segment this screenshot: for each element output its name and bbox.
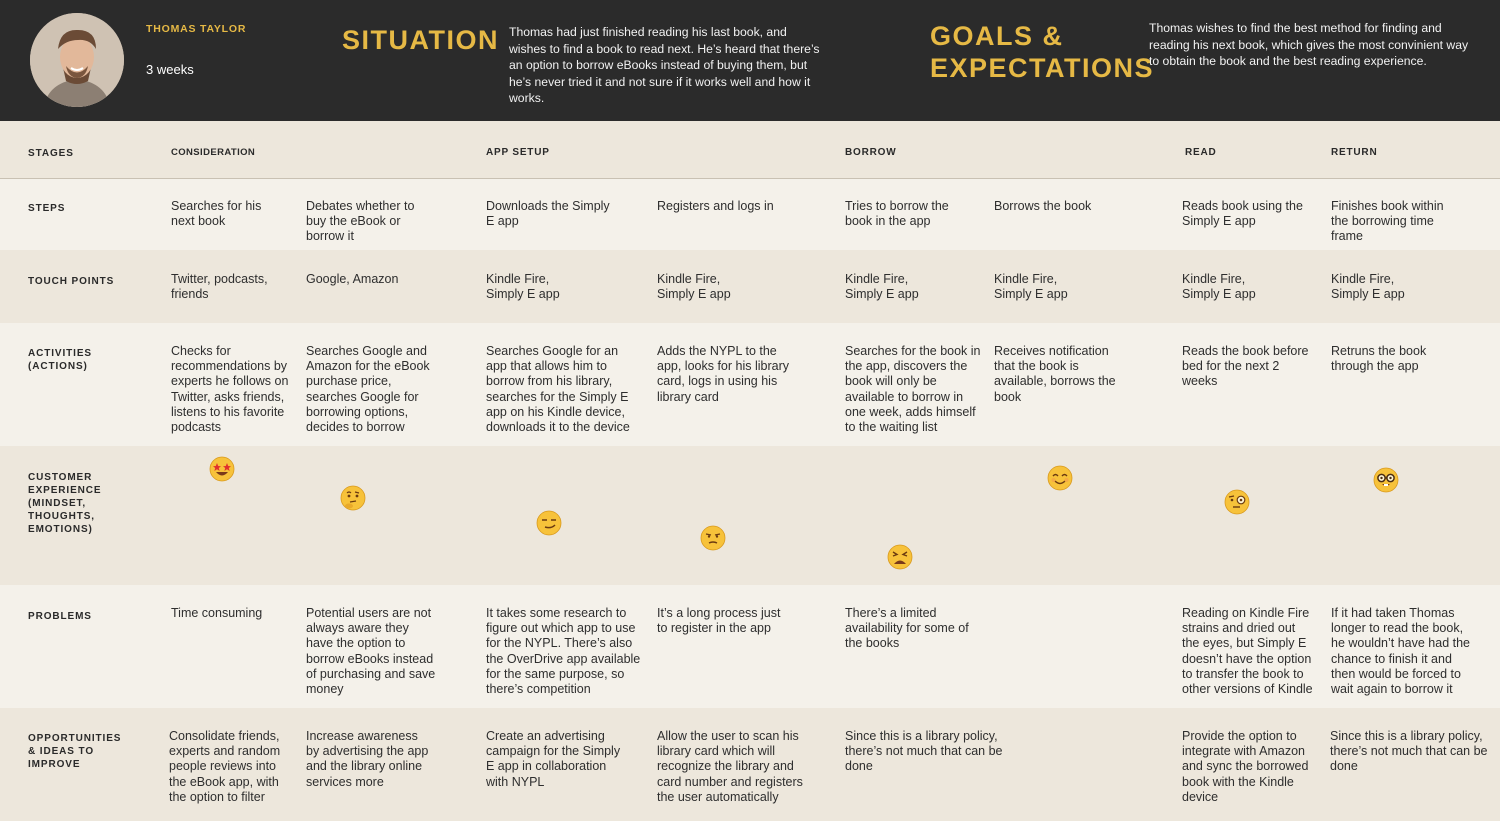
row-label-stages: STAGES bbox=[28, 148, 74, 159]
opportunity-cell: Since this is a library policy, there’s not much that can be done bbox=[845, 729, 1003, 774]
monocle-emoji-icon bbox=[1224, 489, 1250, 515]
row-label-steps: STEPS bbox=[28, 203, 66, 214]
opportunity-cell: Provide the option to integrate with Amazon and sync the borrowed book with the Kindle device bbox=[1182, 729, 1309, 804]
star-struck-emoji-icon bbox=[209, 456, 235, 482]
unamused-emoji-icon bbox=[700, 525, 726, 551]
step-cell: Tries to borrow the book in the app bbox=[845, 199, 949, 229]
step-cell: Reads book using the Simply E app bbox=[1182, 199, 1303, 229]
problem-cell: Reading on Kindle Fire strains and dried out the eyes, but Simply E doesn’t have the option to transfer the book to other versions of Kindle bbox=[1182, 606, 1313, 697]
row-label-problems: PROBLEMS bbox=[28, 611, 92, 622]
problem-cell: It’s a long process just to register in the app bbox=[657, 606, 781, 636]
problem-cell: There’s a limited availability for some of the books bbox=[845, 606, 969, 651]
step-cell: Finishes book within the borrowing time frame bbox=[1331, 199, 1444, 244]
step-cell: Debates whether to buy the eBook or borrow it bbox=[306, 199, 415, 244]
situation-title: SITUATION bbox=[342, 25, 499, 55]
step-cell: Downloads the Simply E app bbox=[486, 199, 610, 229]
touchpoint-cell: Kindle Fire, Simply E app bbox=[486, 272, 560, 302]
tired-emoji-icon bbox=[887, 544, 913, 570]
touchpoint-cell: Kindle Fire, Simply E app bbox=[845, 272, 919, 302]
activity-cell: Receives notification that the book is available, borrows the book bbox=[994, 344, 1116, 404]
goals-title: GOALS & EXPECTATIONS bbox=[930, 21, 1155, 83]
person-portrait-icon bbox=[30, 13, 124, 107]
activity-cell: Searches Google and Amazon for the eBook purchase price, searches Google for borrowing options, decides to borrow bbox=[306, 344, 430, 435]
problem-cell: It takes some research to figure out which app to use for the NYPL. There’s also the OverDrive app available for the same purpose, so there’s competition bbox=[486, 606, 641, 697]
activity-cell: Reads the book before bed for the next 2 weeks bbox=[1182, 344, 1309, 389]
problem-cell: Time consuming bbox=[171, 606, 263, 620]
activity-cell: Adds the NYPL to the app, looks for his library card, logs in using his library card bbox=[657, 344, 790, 404]
touchpoint-cell: Kindle Fire, Simply E app bbox=[1182, 272, 1256, 302]
touchpoint-cell: Kindle Fire, Simply E app bbox=[1331, 272, 1405, 302]
persona-name: THOMAS TAYLOR bbox=[146, 23, 247, 35]
row-label-opportunities: OPPORTUNITIES & IDEAS TO IMPROVE bbox=[28, 733, 122, 770]
step-cell: Registers and logs in bbox=[657, 199, 774, 213]
opportunity-cell: Allow the user to scan his library card which will recognize the library and card number and registers the user automatically bbox=[657, 729, 803, 804]
problem-cell: Potential users are not always aware they have the option to borrow eBooks instead of purchasing and save money bbox=[306, 606, 436, 697]
touchpoint-cell: Google, Amazon bbox=[306, 272, 399, 286]
touchpoint-cell: Kindle Fire, Simply E app bbox=[994, 272, 1068, 302]
opportunity-cell: Consolidate friends, experts and random people reviews into the eBook app, with the option to filter bbox=[169, 729, 281, 804]
activity-cell: Searches for the book in the app, discovers the book will only be available to borrow in one week, adds himself to the waiting list bbox=[845, 344, 981, 435]
row-label-touch-points: TOUCH POINTS bbox=[28, 276, 115, 287]
activity-cell: Searches Google for an app that allows him to borrow from his library, searches for the Simply E app on his Kindle device, downloads it to the device bbox=[486, 344, 630, 435]
opportunity-cell: Since this is a library policy, there’s not much that can be done bbox=[1330, 729, 1488, 774]
stage-consideration: CONSIDERATION bbox=[171, 147, 256, 158]
stage-read: READ bbox=[1185, 147, 1217, 158]
smirking-emoji-icon bbox=[536, 510, 562, 536]
smiling-emoji-icon bbox=[1047, 465, 1073, 491]
stage-borrow: BORROW bbox=[845, 147, 897, 158]
opportunity-cell: Create an advertising campaign for the Simply E app in collaboration with NYPL bbox=[486, 729, 621, 789]
opportunity-cell: Increase awareness by advertising the app and the library online services more bbox=[306, 729, 429, 789]
journey-header bbox=[0, 0, 1500, 121]
situation-text: Thomas had just finished reading his last book, and wishes to find a book to read next. He’s heard that there’s an option to borrow eBooks instead of buying them, but he’s never tried it and not sure if it works well and how it works. bbox=[509, 25, 820, 106]
stage-app-setup: APP SETUP bbox=[486, 147, 550, 158]
step-cell: Borrows the book bbox=[994, 199, 1092, 213]
nerd-emoji-icon bbox=[1373, 467, 1399, 493]
persona-duration: 3 weeks bbox=[146, 62, 194, 77]
step-cell: Searches for his next book bbox=[171, 199, 262, 229]
activity-cell: Retruns the book through the app bbox=[1331, 344, 1427, 374]
touchpoint-cell: Kindle Fire, Simply E app bbox=[657, 272, 731, 302]
thinking-emoji-icon bbox=[340, 485, 366, 511]
avatar bbox=[30, 13, 124, 107]
row-label-activities: ACTIVITIES (ACTIONS) bbox=[28, 348, 93, 372]
touchpoint-cell: Twitter, podcasts, friends bbox=[171, 272, 268, 302]
row-label-experience: CUSTOMER EXPERIENCE (MINDSET, THOUGHTS, EMOTIONS) bbox=[28, 472, 102, 535]
problem-cell: If it had taken Thomas longer to read the book, he wouldn’t have had the chance to finish it and then would be forced to wait again to borrow it bbox=[1331, 606, 1470, 697]
activity-cell: Checks for recommendations by experts he follows on Twitter, asks friends, listens to his favorite podcasts bbox=[171, 344, 289, 435]
goals-text: Thomas wishes to find the best method for finding and reading his next book, which gives the most convinient way to obtain the book and the best reading experience. bbox=[1149, 21, 1469, 69]
stage-return: RETURN bbox=[1331, 147, 1378, 158]
